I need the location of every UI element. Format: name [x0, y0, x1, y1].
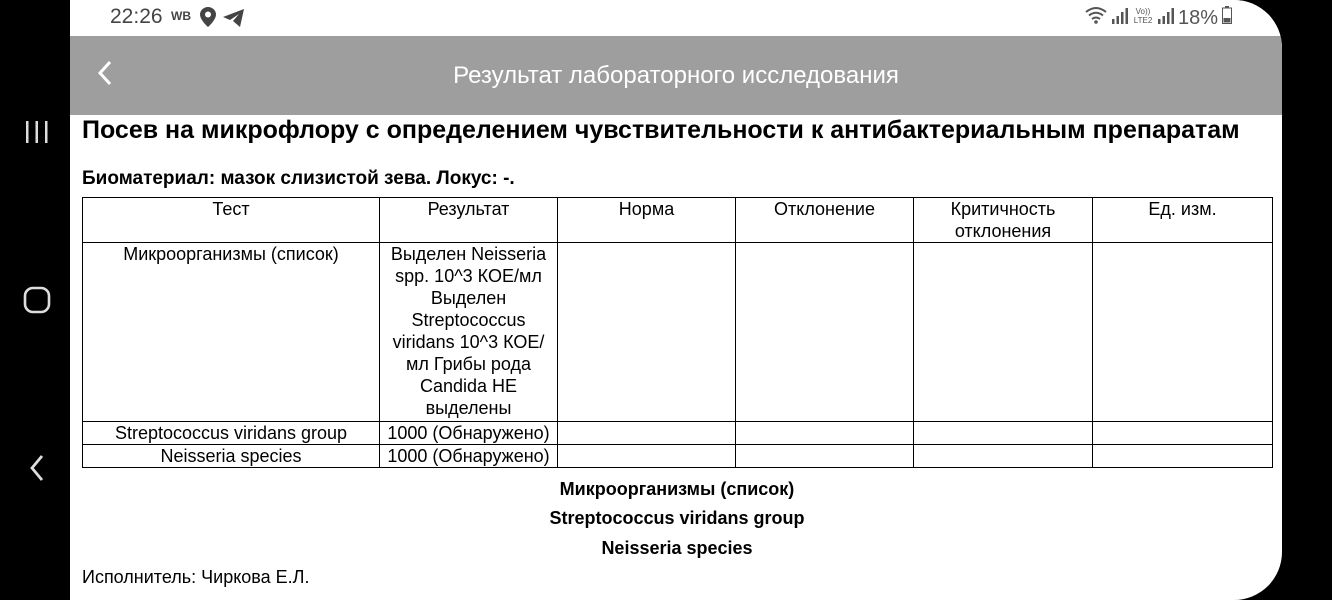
- cell-result: 1000 (Обнаружено): [380, 445, 558, 468]
- wifi-icon: [1084, 6, 1108, 30]
- section-heading: Микроорганизмы (список): [559, 479, 795, 499]
- cell-norm: [558, 445, 736, 468]
- column-header-unit: Ед. изм.: [1093, 198, 1273, 243]
- cell-norm: [558, 422, 736, 445]
- signal-icon: [1112, 7, 1128, 30]
- cell-norm: [558, 243, 736, 422]
- biomaterial-label: Биоматериал: мазок слизистой зева. Локус: -.: [82, 168, 515, 189]
- cell-deviation: [736, 243, 914, 422]
- cell-test: Neisseria species: [83, 445, 380, 468]
- cell-test: Streptococcus viridans group: [83, 422, 380, 445]
- column-header-result: Результат: [380, 198, 558, 243]
- svg-text:Vo)): Vo)): [1135, 7, 1151, 16]
- app-bar: [70, 36, 1282, 115]
- cell-criticality: [914, 422, 1093, 445]
- cell-criticality: [914, 445, 1093, 468]
- carrier-badge: WB: [171, 9, 191, 23]
- location-icon: [200, 7, 216, 33]
- column-header-test: Тест: [83, 198, 380, 243]
- table-row: [83, 243, 1273, 422]
- signal-icon: [1158, 7, 1174, 30]
- volte-icon: [1132, 6, 1154, 30]
- back-icon[interactable]: [17, 448, 57, 488]
- table-row: [83, 445, 1273, 468]
- status-time: 22:26: [110, 5, 163, 28]
- recent-apps-icon[interactable]: [17, 112, 57, 152]
- executor-label: Исполнитель: Чиркова Е.Л.: [82, 567, 310, 587]
- battery-percent: 18%: [1177, 6, 1218, 29]
- cell-test: Микроорганизмы (список): [83, 243, 380, 422]
- status-indicators: [1084, 6, 1232, 30]
- telegram-icon: [223, 9, 244, 33]
- cell-result: 1000 (Обнаружено): [380, 422, 558, 445]
- cell-criticality: [914, 243, 1093, 422]
- cell-unit: [1093, 243, 1273, 422]
- cell-deviation: [736, 422, 914, 445]
- results-table: [82, 197, 1273, 468]
- section-heading: Streptococcus viridans group: [549, 508, 805, 528]
- cell-unit: [1093, 422, 1273, 445]
- cell-deviation: [736, 445, 914, 468]
- status-bar: [70, 0, 1282, 36]
- cell-result: Выделен Neisseria spp. 10^3 КОЕ/мл Выделен Streptococcus viridans 10^3 КОЕ/мл Грибы рода Candida НЕ выделены: [380, 243, 558, 422]
- system-navigation-bar: [0, 0, 70, 600]
- table-row: [83, 422, 1273, 445]
- table-header-row: [83, 198, 1273, 243]
- home-icon[interactable]: [17, 280, 57, 320]
- column-header-deviation: Отклонение: [736, 198, 914, 243]
- section-heading: Neisseria species: [601, 538, 753, 558]
- column-header-norm: Норма: [558, 198, 736, 243]
- report-title: Посев на микрофлору с определением чувствительности к антибактериальным препаратам: [82, 116, 1240, 144]
- svg-text:LTE2: LTE2: [1133, 16, 1153, 24]
- page-title: Результат лабораторного исследования: [453, 62, 899, 89]
- phone-screen: [70, 0, 1282, 600]
- battery-icon: [1222, 6, 1232, 30]
- column-header-criticality: Критичность отклонения: [914, 198, 1093, 243]
- cell-unit: [1093, 445, 1273, 468]
